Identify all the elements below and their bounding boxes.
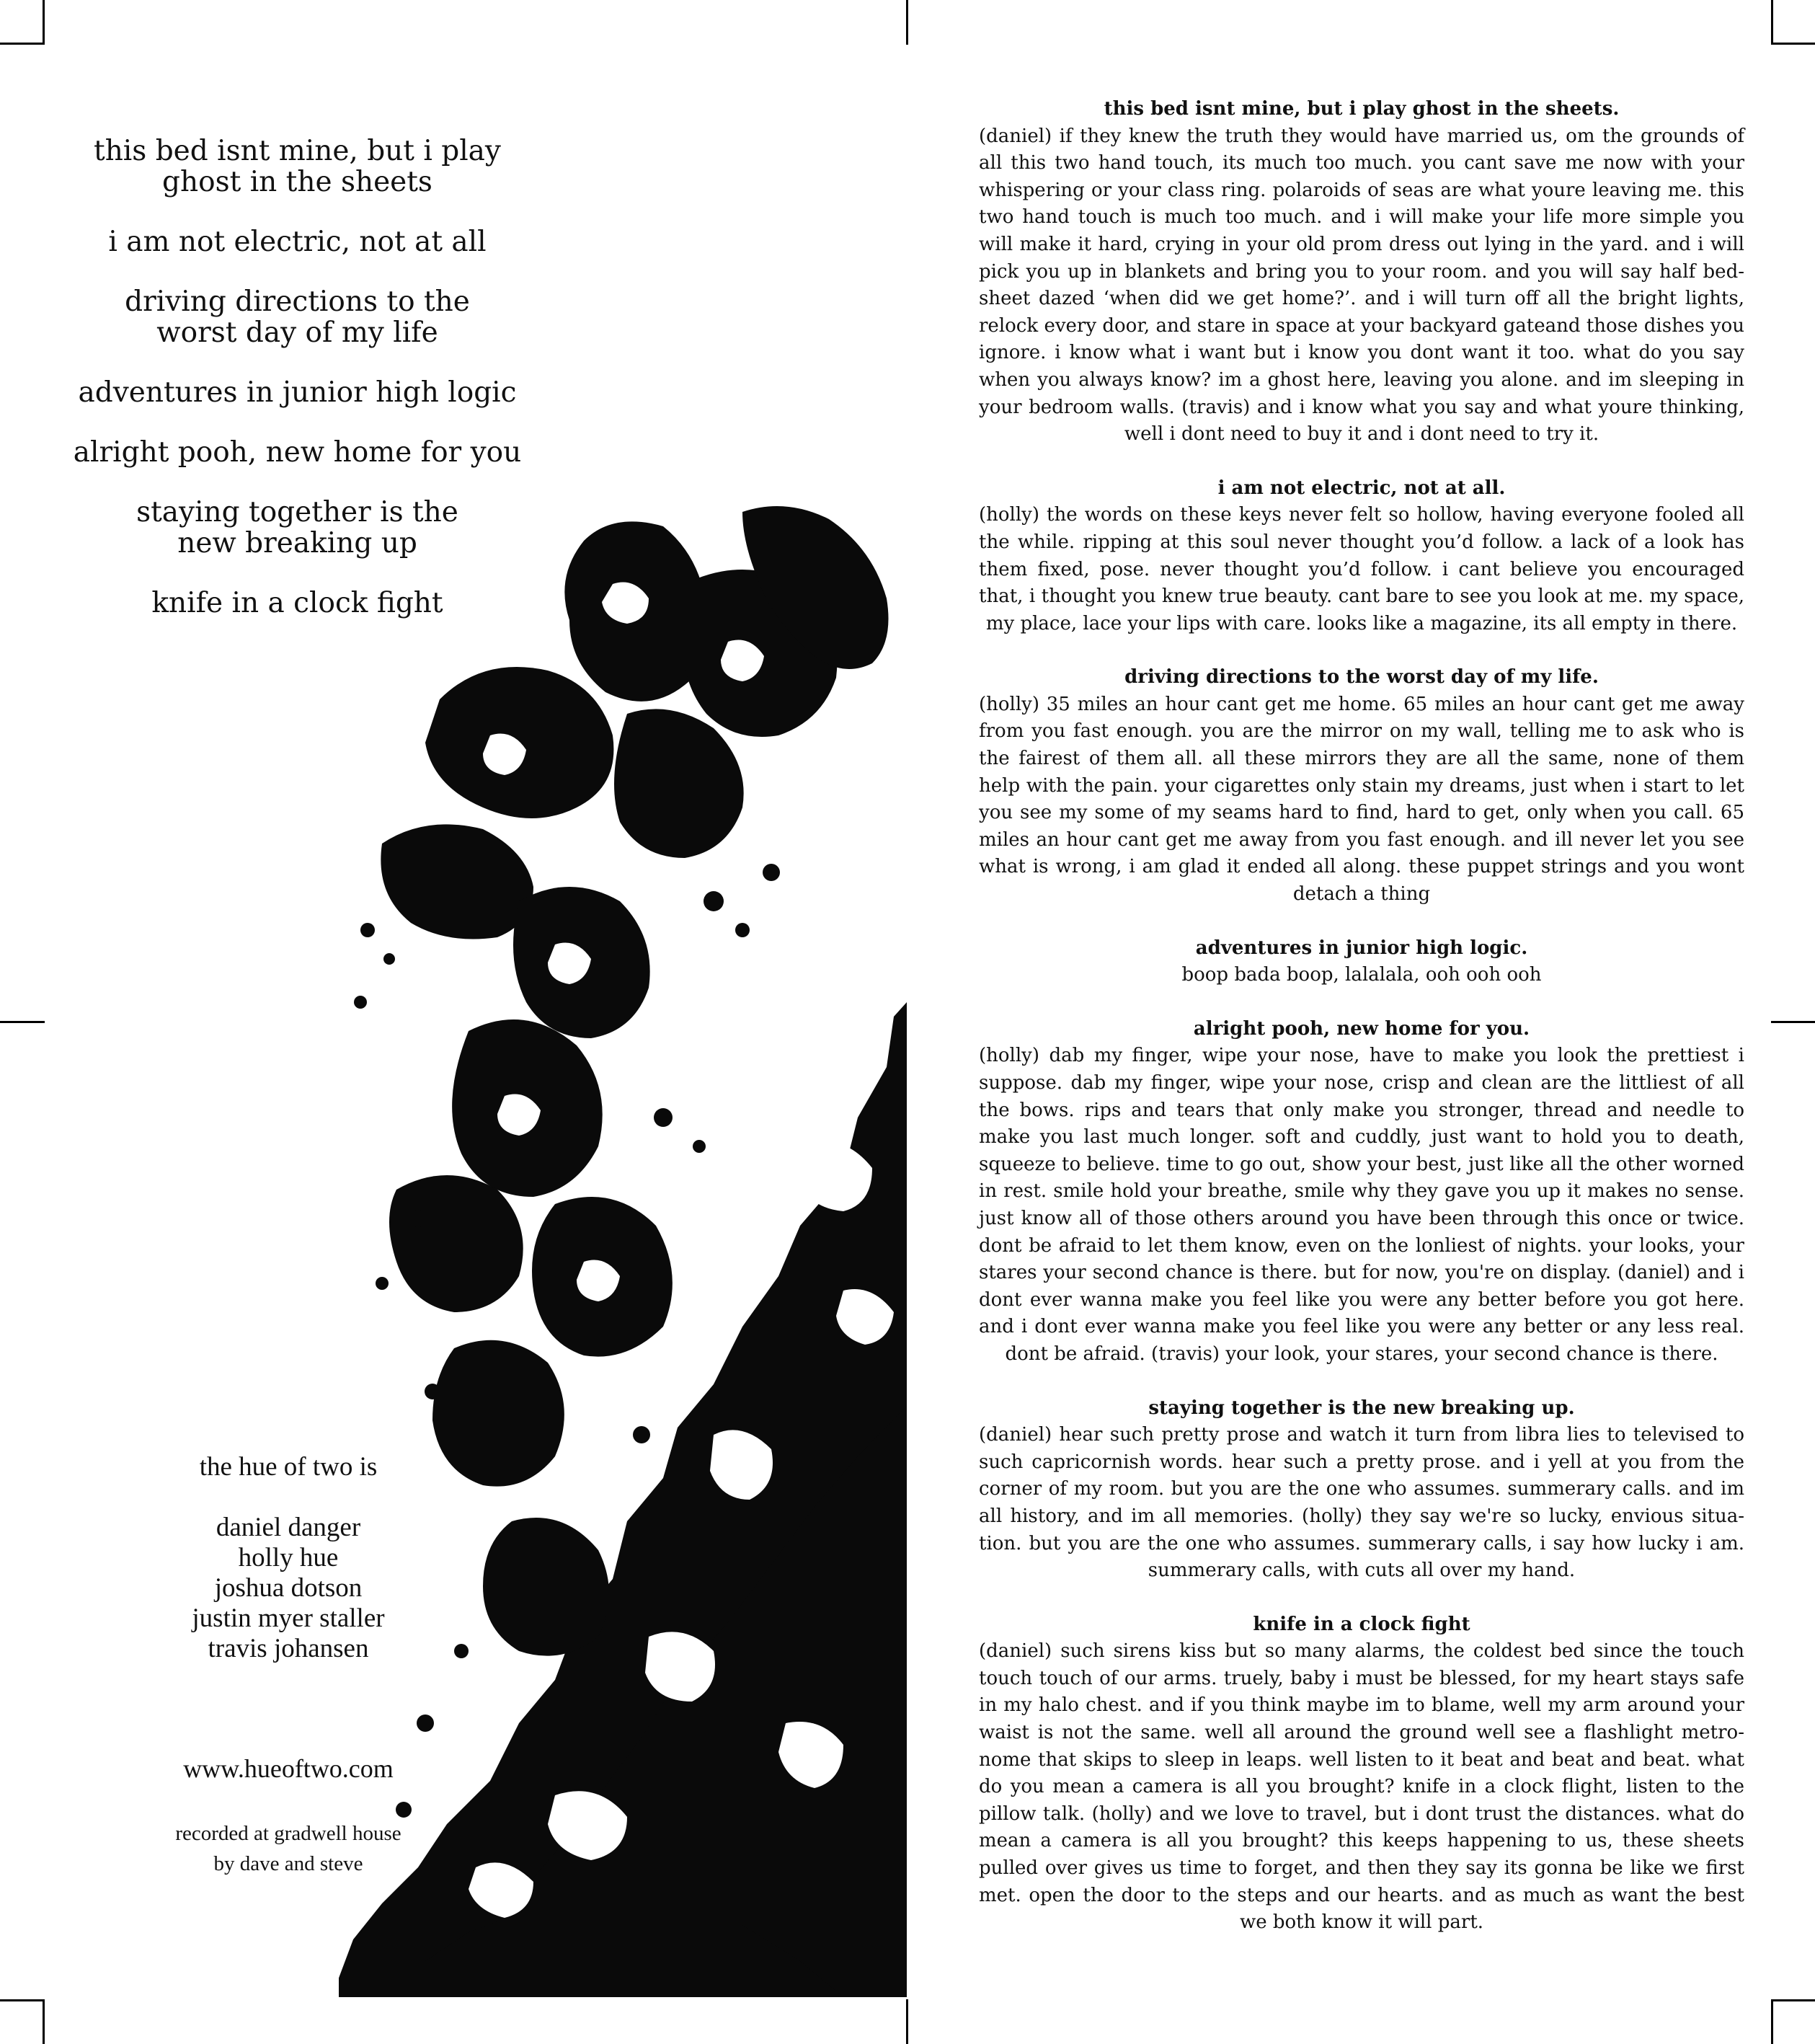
track-list: [65, 136, 530, 647]
crop-mark-top-right-vertical: [1771, 0, 1773, 45]
song-title: alright pooh, new home for you.: [1193, 1017, 1530, 1040]
band-member: travis johansen: [208, 1634, 369, 1663]
track-title: this bed isnt mine, but i play ghost in the sheets: [94, 135, 501, 198]
recording-credit: [126, 1818, 451, 1879]
song-title: driving directions to the worst day of my life.: [1124, 666, 1599, 689]
band-member: holly hue: [238, 1543, 339, 1572]
crop-mark-top-left-horizontal: [0, 43, 45, 45]
song-text: (holly) the words on these keys never felt so hollow, having everyone fooled all the while. ripping at this soul never thought you’d follow. a lack of a look has them fixed, pose. never thought you’d follow. i cant believe you encouraged that, i thought you knew true beauty. cant bare to see you look at me. my space, my place, lace your lips with care. looks like a magazine, its all empty in there.: [979, 504, 1744, 634]
crop-mark-bottom-center: [906, 1999, 908, 2044]
song-lyrics: [979, 664, 1744, 908]
crop-mark-bottom-left-horizontal: [0, 1999, 45, 2001]
crop-mark-top-left-vertical: [43, 0, 45, 45]
band-member: daniel danger: [216, 1513, 361, 1542]
website-url: www.hueoftwo.com: [183, 1754, 394, 1783]
song-lyrics: [979, 1395, 1744, 1585]
crop-mark-mid-left: [0, 1021, 45, 1023]
crop-mark-top-center: [906, 0, 908, 45]
song-lyrics: [979, 1016, 1744, 1368]
band-member: justin myer staller: [192, 1603, 385, 1633]
crop-mark-bottom-right-horizontal: [1771, 1999, 1815, 2001]
song-text: (daniel) if they knew the truth they would have married us, om the grounds of all this two hand touch, its much too much. you cant save me now with your whispering or your class ring. polaroids of seas are what youre leaving me. this two hand touch is much too much. and i will make your life more simple you will make it hard, crying in your old prom dress out lying in the yard. and i will pick you up in blankets and bring you to your room. and you will say half bed-sheet dazed ‘when did we get home?’. and i will turn off all the bright lights, relock every door, and stare in space at your backyard gateand those dishes you ignore. i know what i want but i know you dont want it too. what do you say when you always know? im a ghost here, leaving you alone. and im sleeping in your bedroom walls. (travis) and i know what you say and what youre thinking, well i dont need to buy it and i dont need to try it.: [979, 125, 1744, 446]
band-member: joshua dotson: [214, 1573, 363, 1603]
song-text: (holly) 35 miles an hour cant get me home. 65 miles an hour cant get me away from you fast enough. you are the mirror on my wall, telling me to ask who is the fairest of them all. all these mirrors they are all the same, none of them help with the pain. your cigarettes only stain my dreams, just when i start to let you see my some of my seams hard to find, hard to get, only when you call. 65 miles an hour cant get me away from you fast enough. and ill never let you see what is wrong, i am glad it ended all along. these puppet strings and you wont detach a thing: [979, 693, 1744, 906]
track-title: i am not electric, not at all: [108, 226, 487, 258]
track-title: alright pooh, new home for you: [73, 436, 522, 469]
song-title: i am not electric, not at all.: [1217, 477, 1506, 499]
song-lyrics: [979, 1611, 1744, 1937]
song-lyrics: [979, 96, 1744, 448]
crop-mark-bottom-left-vertical: [43, 1999, 45, 2044]
song-lyrics: [979, 475, 1744, 638]
crop-mark-mid-right: [1771, 1021, 1815, 1023]
track-title: driving directions to the worst day of my life: [125, 286, 470, 349]
track-title: adventures in junior high logic: [78, 376, 517, 409]
band-credits: [126, 1452, 451, 1664]
song-title: knife in a clock fight: [1253, 1613, 1470, 1635]
crop-mark-bottom-right-vertical: [1771, 1999, 1773, 2044]
song-text: (holly) dab my finger, wipe your nose, have to make you look the prettiest i suppose. dab my finger, wipe your nose, crisp and clean are the littliest of all the bows. rips and tears that only make you stronger, thread and needle to make you last much longer. soft and cuddly, just want to hold you to death, squeeze to believe. time to go out, show your best, just like all the other worned in rest. smile hold your breathe, smile why they gave you up it makes no sense. just know all of those others around you have been through this once or twice. dont be afraid to let them know, even on the lonliest of nights. your looks, your stares your second chance is there. but for now, you're on display. (daniel) and i dont ever wanna make you feel like you were any better before you got here. and i dont ever wanna make you feel like you were any better or any less real. dont be afraid. (travis) your look, your stares, your second chance is there.: [979, 1045, 1744, 1365]
recording-credit-line: recorded at gradwell house: [175, 1822, 401, 1845]
band-title: the hue of two is: [199, 1452, 378, 1482]
recording-credit-line: by dave and steve: [213, 1852, 363, 1875]
song-title: staying together is the new breaking up.: [1148, 1397, 1575, 1419]
track-title: staying together is the new breaking up: [136, 496, 458, 559]
song-text: boop bada boop, lalalala, ooh ooh ooh: [1181, 964, 1542, 986]
song-lyrics: [979, 935, 1744, 989]
song-text: (daniel) hear such pretty prose and watch it turn from libra lies to televised to such capricornish words. hear such a pretty prose. and i yell at you from the corner of my room. but you are the one who assumes. summerary calls. and im all history, and im all memories. (holly) they say we're so lucky, envious situa-tion. but you are the one who assumes. summerary calls, i say how lucky i am. summerary calls, with cuts all over my hand.: [979, 1424, 1744, 1582]
song-title: this bed isnt mine, but i play ghost in the sheets.: [1104, 98, 1620, 120]
crop-mark-top-right-horizontal: [1771, 43, 1815, 45]
song-title: adventures in junior high logic.: [1195, 937, 1528, 959]
lyrics-panel: [979, 96, 1744, 1963]
track-title: knife in a clock fight: [151, 587, 443, 619]
song-text: (daniel) such sirens kiss but so many alarms, the coldest bed since the touch touch touch of our arms. truely, baby i must be blessed, for my heart stays safe in my halo chest. and if you think maybe im to blame, well my arm around your waist is not the same. well all around the ground well see a flashlight metro-nome that skips to sleep in leaps. well listen to it beat and beat and beat. what do you mean a camera is all you brought? knife in a clock flight, listen to the pillow talk. (holly) and we love to travel, but i dont trust the distances. what do mean a camera is all you brought? this keeps happening to us, these sheets pulled over gives us time to forget, and then they say its gonna be like we first met. open the door to the steps and our hearts. and as much as want the best we both know it will part.: [979, 1640, 1744, 1934]
